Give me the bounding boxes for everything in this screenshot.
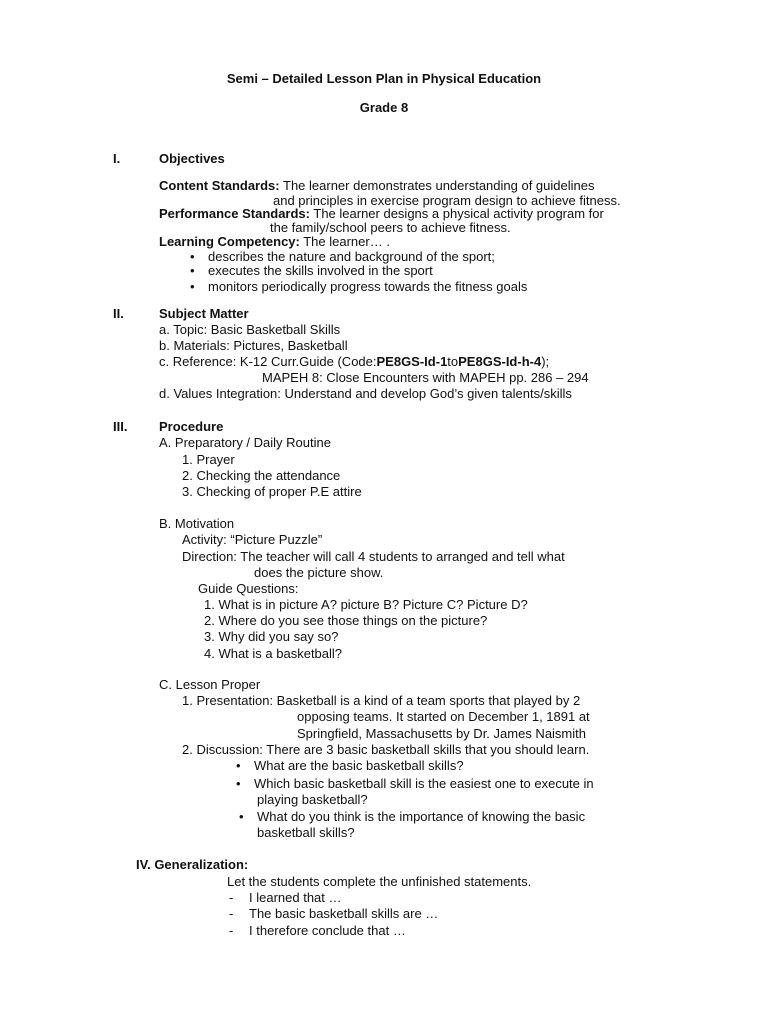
generalization-item-1: - I learned that … [249, 890, 342, 906]
lesson-proper-label: C. Lesson Proper [159, 677, 261, 692]
section-heading-generalization: IV. Generalization: [136, 857, 249, 872]
performance-standards-text: The learner designs a physical activity program for [310, 206, 604, 221]
reference-code-to-word: to [447, 354, 459, 369]
section-heading-procedure: Procedure [159, 419, 224, 434]
activity-line: Activity: “Picture Puzzle” [182, 532, 323, 547]
generalization-instruction: Let the students complete the unfinished statements. [227, 874, 532, 889]
section-numeral-2: II. [113, 306, 124, 321]
section-numeral-3: III. [113, 419, 128, 434]
generalization-item-3: - I therefore conclude that … [249, 923, 406, 939]
content-standards-label: Content Standards: [159, 178, 280, 193]
presentation-line-1: 1. Presentation: Basketball is a kind of a team sports that played by 2 [182, 693, 581, 708]
reference-line [159, 354, 549, 370]
section-numeral-1: I. [113, 151, 121, 166]
performance-standards-label: Performance Standards: [159, 206, 310, 221]
reference-code-from: PE8GS-Id-1 [376, 354, 448, 369]
motivation-label: B. Motivation [159, 516, 235, 531]
learning-competency-label: Learning Competency: [159, 234, 300, 249]
competency-bullet-1: • describes the nature and background of the sport; [208, 249, 495, 265]
competency-bullet-3: • monitors periodically progress towards the fitness goals [208, 279, 527, 295]
section-heading-objectives: Objectives [159, 151, 225, 166]
direction-line-1: Direction: The teacher will call 4 students to arranged and tell what [182, 549, 565, 564]
routine-item-2: 2. Checking the attendance [182, 468, 341, 483]
discussion-bullet-3-continuation: basketball skills? [257, 825, 355, 840]
performance-standards-continuation: the family/school peers to achieve fitness. [270, 220, 511, 235]
values-integration-line: d. Values Integration: Understand and develop God’s given talents/skills [159, 386, 572, 401]
materials-line: b. Materials: Pictures, Basketball [159, 338, 348, 353]
document-title: Semi – Detailed Lesson Plan in Physical Education [226, 71, 542, 86]
routine-item-3: 3. Checking of proper P.E attire [182, 484, 362, 499]
discussion-bullet-1: • What are the basic basketball skills? [254, 758, 464, 774]
guide-question-3: 3. Why did you say so? [204, 629, 339, 644]
guide-questions-label: Guide Questions: [198, 581, 299, 596]
presentation-line-3: Springfield, Massachusetts by Dr. James Naismith [297, 726, 586, 741]
reference-code-to: PE8GS-Id-h-4 [458, 354, 542, 369]
discussion-bullet-2-continuation: playing basketball? [257, 792, 368, 807]
direction-line-2: does the picture show. [254, 565, 384, 580]
content-standards [159, 178, 594, 194]
discussion-bullet-3: • What do you think is the importance of knowing the basic [257, 809, 585, 825]
content-standards-text: The learner demonstrates understanding of guidelines [279, 178, 595, 193]
guide-question-1: 1. What is in picture A? picture B? Picture C? Picture D? [204, 597, 528, 612]
section-heading-subject-matter: Subject Matter [159, 306, 249, 321]
generalization-item-2: - The basic basketball skills are … [249, 906, 438, 922]
routine-item-1: 1. Prayer [182, 452, 235, 467]
competency-bullet-2: • executes the skills involved in the sport [208, 263, 433, 279]
presentation-line-2: opposing teams. It started on December 1, 1891 at [297, 709, 590, 724]
content-standards-continuation: and principles in exercise program design to achieve fitness. [273, 193, 621, 208]
grade-label: Grade 8 [359, 100, 409, 115]
preparatory-label: A. Preparatory / Daily Routine [159, 435, 331, 450]
learning-competency [159, 234, 390, 250]
discussion-line: 2. Discussion: There are 3 basic basketball skills that you should learn. [182, 742, 590, 757]
guide-question-2: 2. Where do you see those things on the picture? [204, 613, 488, 628]
learning-competency-text: The learner… . [299, 234, 390, 249]
discussion-bullet-2: • Which basic basketball skill is the easiest one to execute in [254, 776, 594, 792]
reference-line-2: MAPEH 8: Close Encounters with MAPEH pp. 286 – 294 [262, 370, 589, 385]
guide-question-4: 4. What is a basketball? [204, 646, 343, 661]
reference-suffix: ); [541, 354, 550, 369]
topic-line: a. Topic: Basic Basketball Skills [159, 322, 341, 337]
reference-prefix: c. Reference: K-12 Curr.Guide (Code: [159, 354, 377, 369]
